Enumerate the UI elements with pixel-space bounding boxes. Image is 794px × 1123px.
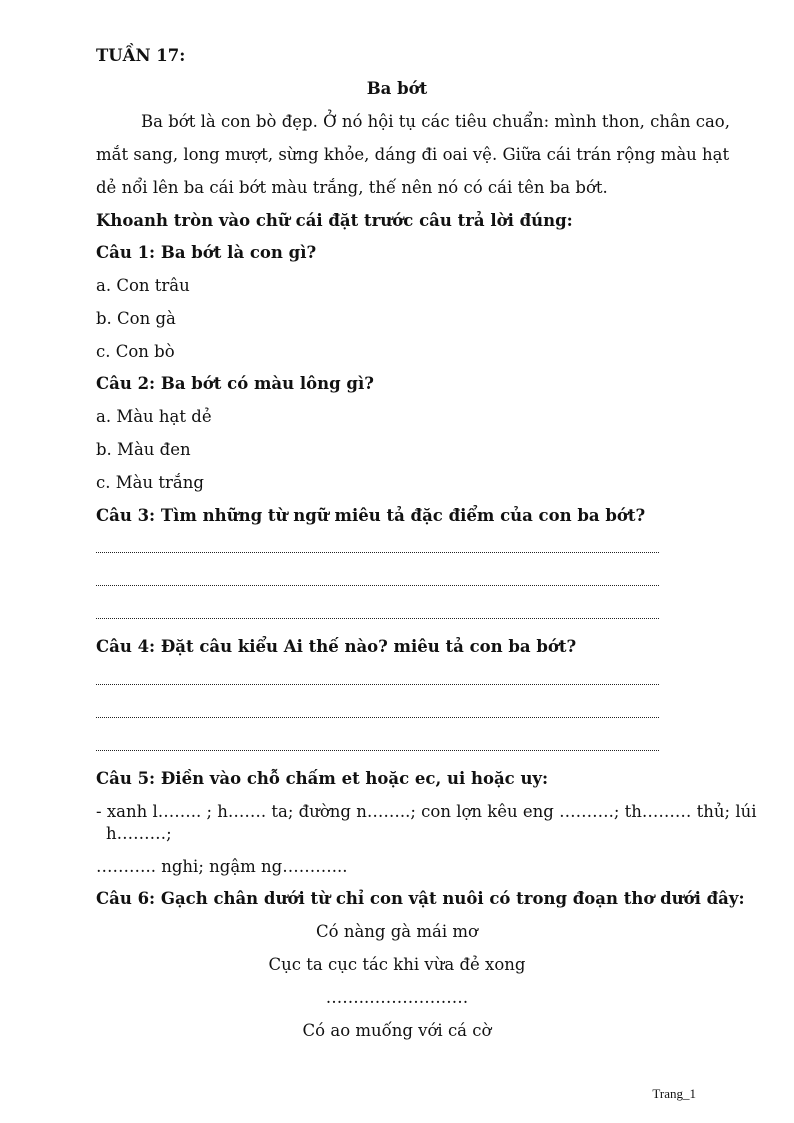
poem-line: ……..……………… (325, 988, 469, 1007)
passage-line: mắt sang, long mượt, sừng khỏe, dáng đi oai vệ. Giữa cái trán rộng màu hạt (96, 145, 730, 164)
answer-line[interactable] (96, 552, 659, 553)
poem-line: Có ao muống với cá cờ (302, 1021, 492, 1040)
answer-line[interactable] (96, 618, 659, 619)
passage-line: dẻ nổi lên ba cái bớt màu trắng, thế nên nó có cái tên ba bớt. (96, 178, 608, 197)
fill-in-line: h………; (106, 824, 172, 843)
question-4: Câu 4: Đặt câu kiểu Ai thế nào? miêu tả con ba bớt? (96, 637, 577, 656)
answer-option: a. Màu hạt dẻ (96, 407, 212, 426)
question-6: Câu 6: Gạch chân dưới từ chỉ con vật nuôi có trong đoạn thơ dưới đây: (96, 889, 745, 908)
answer-line[interactable] (96, 684, 659, 685)
question-2: Câu 2: Ba bớt có màu lông gì? (96, 374, 374, 393)
answer-line[interactable] (96, 717, 659, 718)
answer-line[interactable] (96, 750, 659, 751)
fill-in-line: ……….. nghi; ngậm ng………... (96, 857, 348, 876)
answer-option: b. Con gà (96, 309, 176, 328)
answer-option: b. Màu đen (96, 440, 191, 459)
answer-option: c. Con bò (96, 342, 175, 361)
answer-line[interactable] (96, 585, 659, 586)
answer-option: a. Con trâu (96, 276, 190, 295)
instruction: Khoanh tròn vào chữ cái đặt trước câu trả lời đúng: (96, 211, 573, 230)
week-heading: TUẦN 17: (96, 46, 186, 65)
question-5: Câu 5: Điền vào chỗ chấm et hoặc ec, ui hoặc uy: (96, 769, 549, 788)
passage-line: Ba bớt là con bò đẹp. Ở nó hội tụ các tiêu chuẩn: mình thon, chân cao, (141, 112, 730, 131)
question-1: Câu 1: Ba bớt là con gì? (96, 243, 317, 262)
poem-line: Cục ta cục tác khi vừa đẻ xong (268, 955, 526, 974)
question-3: Câu 3: Tìm những từ ngữ miêu tả đặc điểm của con ba bớt? (96, 506, 646, 525)
page-number: Trang_1 (652, 1086, 696, 1101)
answer-option: c. Màu trắng (96, 473, 204, 492)
fill-in-line: - xanh l…….. ; h……. ta; đường n……..; con lợn kêu eng ……….; th……… thủ; lúi (96, 802, 757, 821)
poem-line: Có nàng gà mái mơ (316, 922, 478, 941)
passage-title: Ba bớt (366, 79, 428, 98)
